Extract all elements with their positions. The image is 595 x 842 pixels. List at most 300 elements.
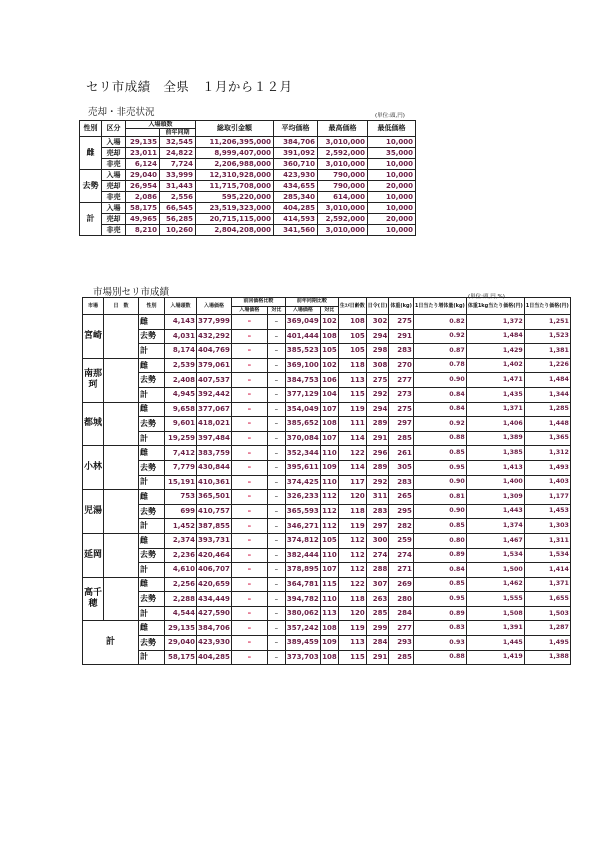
prev-price-cell: – xyxy=(231,358,267,373)
weight-price-cell: 1,391 xyxy=(466,621,524,636)
table-row xyxy=(80,121,416,129)
prev-ratio-cell: – xyxy=(267,650,285,665)
max-price-cell: 614,000 xyxy=(318,192,368,203)
weight-cell: 275 xyxy=(389,402,413,417)
gender-label: 去勢 xyxy=(139,636,165,651)
price-cell: 387,855 xyxy=(197,519,232,534)
weight-price-cell: 1,374 xyxy=(466,519,524,534)
table-row xyxy=(83,606,571,621)
prev-price-cell: – xyxy=(231,563,267,578)
count-cell: 15,191 xyxy=(165,475,197,490)
year-ratio-cell: 112 xyxy=(320,490,338,505)
prev-ratio-cell: – xyxy=(267,431,285,446)
daily-price-cell: 1,503 xyxy=(524,606,570,621)
prev-ratio-cell: – xyxy=(267,563,285,578)
table-row xyxy=(83,475,571,490)
header-cell: 日令(日) xyxy=(366,298,389,315)
days-cell: 296 xyxy=(366,446,389,461)
prev-ratio-cell: – xyxy=(267,417,285,432)
avg-price-cell: 391,092 xyxy=(274,148,318,159)
header-cell xyxy=(126,129,160,137)
daily-price-cell: 1,251 xyxy=(524,315,570,330)
avg-price-cell: 423,930 xyxy=(274,170,318,181)
gender-label: 計 xyxy=(139,519,165,534)
count-cell: 7,779 xyxy=(165,460,197,475)
date-cell xyxy=(104,446,139,490)
weight-price-cell: 1,385 xyxy=(466,446,524,461)
section2-unit: (単位:頭,円,%) xyxy=(468,294,505,300)
year-price-cell: 382,444 xyxy=(285,548,320,563)
market-label: 小林 xyxy=(83,446,104,490)
prev-price-cell: – xyxy=(231,344,267,359)
table-row xyxy=(83,577,571,592)
gender-label: 雌 xyxy=(139,533,165,548)
gender-label: 計 xyxy=(139,431,165,446)
gender-label: 去勢 xyxy=(139,548,165,563)
count-cell: 1,452 xyxy=(165,519,197,534)
market-label: 高千穂 xyxy=(83,577,104,621)
year-ratio-cell: 113 xyxy=(320,606,338,621)
avg-price-cell: 341,560 xyxy=(274,225,318,236)
weight-price-cell: 1,389 xyxy=(466,431,524,446)
age-cell: 119 xyxy=(338,621,366,636)
min-price-cell: 20,000 xyxy=(368,214,416,225)
table-row xyxy=(80,159,416,170)
gender-label: 雌 xyxy=(139,621,165,636)
header-cell: 体重1kg当たり価格(円) xyxy=(466,298,524,315)
days-cell: 300 xyxy=(366,533,389,548)
daily-gain-cell: 0.85 xyxy=(413,577,466,592)
gender-label: 計 xyxy=(139,387,165,402)
count-cell: 58,175 xyxy=(126,203,160,214)
date-cell xyxy=(104,490,139,534)
sales-status-table xyxy=(79,120,416,236)
price-cell: 404,769 xyxy=(197,344,232,359)
daily-gain-cell: 0.95 xyxy=(413,460,466,475)
daily-price-cell: 1,493 xyxy=(524,460,570,475)
total-cell: 20,715,115,000 xyxy=(196,214,274,225)
kubun-label: 入場 xyxy=(102,170,126,181)
days-cell: 292 xyxy=(366,475,389,490)
year-price-cell: 326,233 xyxy=(285,490,320,505)
weight-cell: 275 xyxy=(389,315,413,330)
count-cell: 6,124 xyxy=(126,159,160,170)
weight-price-cell: 1,443 xyxy=(466,504,524,519)
header-cell: 性別 xyxy=(80,121,102,137)
year-price-cell: 380,062 xyxy=(285,606,320,621)
age-cell: 113 xyxy=(338,373,366,388)
prev-price-cell: – xyxy=(231,621,267,636)
table-row xyxy=(83,417,571,432)
min-price-cell: 20,000 xyxy=(368,181,416,192)
price-cell: 407,537 xyxy=(197,373,232,388)
count-cell: 2,236 xyxy=(165,548,197,563)
count-cell: 699 xyxy=(165,504,197,519)
count-cell: 9,601 xyxy=(165,417,197,432)
prev-price-cell: – xyxy=(231,417,267,432)
daily-gain-cell: 0.95 xyxy=(413,592,466,607)
year-ratio-cell: 105 xyxy=(320,344,338,359)
prev-price-cell: – xyxy=(231,636,267,651)
price-cell: 420,659 xyxy=(197,577,232,592)
market-label: 延岡 xyxy=(83,533,104,577)
date-cell xyxy=(104,402,139,446)
count-cell: 2,408 xyxy=(165,373,197,388)
market-label: 南那珂 xyxy=(83,358,104,402)
weight-cell: 285 xyxy=(389,650,413,665)
year-price-cell: 364,781 xyxy=(285,577,320,592)
price-cell: 410,361 xyxy=(197,475,232,490)
header-cell: 入場頭数 xyxy=(165,298,197,315)
daily-price-cell: 1,453 xyxy=(524,504,570,519)
count-cell: 2,539 xyxy=(165,358,197,373)
max-price-cell: 3,010,000 xyxy=(318,159,368,170)
year-price-cell: 395,611 xyxy=(285,460,320,475)
prev-price-cell: – xyxy=(231,373,267,388)
year-price-cell: 377,129 xyxy=(285,387,320,402)
age-cell: 120 xyxy=(338,606,366,621)
prev-price-cell: – xyxy=(231,460,267,475)
kubun-label: 非売 xyxy=(102,225,126,236)
gender-label: 雌 xyxy=(139,446,165,461)
count-cell: 58,175 xyxy=(165,650,197,665)
gender-label: 計 xyxy=(139,344,165,359)
price-cell: 434,449 xyxy=(197,592,232,607)
header-cell: 前回価格比較 xyxy=(231,298,285,307)
prev-ratio-cell: – xyxy=(267,460,285,475)
table-row xyxy=(83,402,571,417)
min-price-cell: 10,000 xyxy=(368,170,416,181)
prev-price-cell: – xyxy=(231,431,267,446)
prev-ratio-cell: – xyxy=(267,636,285,651)
age-cell: 122 xyxy=(338,446,366,461)
age-cell: 105 xyxy=(338,329,366,344)
days-cell: 263 xyxy=(366,592,389,607)
table-row xyxy=(83,387,571,402)
gender-label: 雌 xyxy=(139,358,165,373)
age-cell: 122 xyxy=(338,577,366,592)
days-cell: 297 xyxy=(366,519,389,534)
header-cell: 総取引金額 xyxy=(196,121,274,137)
table-row xyxy=(83,460,571,475)
avg-price-cell: 384,706 xyxy=(274,137,318,148)
header-cell: 入場価格 xyxy=(197,298,232,315)
daily-gain-cell: 0.84 xyxy=(413,402,466,417)
prev-price-cell: – xyxy=(231,577,267,592)
table-row xyxy=(83,315,571,330)
header-cell: 平均価格 xyxy=(274,121,318,137)
header-cell: 入場価格 xyxy=(231,306,267,315)
table-row xyxy=(83,298,571,307)
table-row xyxy=(83,519,571,534)
year-price-cell: 370,084 xyxy=(285,431,320,446)
daily-gain-cell: 0.84 xyxy=(413,387,466,402)
age-cell: 115 xyxy=(338,650,366,665)
days-cell: 285 xyxy=(366,606,389,621)
year-ratio-cell: 105 xyxy=(320,533,338,548)
kubun-label: 売却 xyxy=(102,214,126,225)
weight-price-cell: 1,445 xyxy=(466,636,524,651)
market-label: 計 xyxy=(83,621,139,665)
days-cell: 311 xyxy=(366,490,389,505)
price-cell: 430,844 xyxy=(197,460,232,475)
year-price-cell: 378,895 xyxy=(285,563,320,578)
days-cell: 289 xyxy=(366,460,389,475)
table-row xyxy=(83,621,571,636)
section2-heading: 市場別セリ市成績 xyxy=(93,287,170,298)
table-row xyxy=(80,181,416,192)
count-cell: 7,412 xyxy=(165,446,197,461)
prev-ratio-cell: – xyxy=(267,344,285,359)
section1-unit: (単位:頭,円) xyxy=(375,113,405,119)
gender-label: 去勢 xyxy=(139,329,165,344)
weight-cell: 277 xyxy=(389,621,413,636)
weight-cell: 270 xyxy=(389,358,413,373)
year-price-cell: 357,242 xyxy=(285,621,320,636)
weight-cell: 293 xyxy=(389,636,413,651)
date-cell xyxy=(104,533,139,577)
header-cell: 入場価格 xyxy=(285,306,320,315)
year-price-cell: 369,049 xyxy=(285,315,320,330)
prev-year-cell: 10,260 xyxy=(160,225,196,236)
daily-gain-cell: 0.82 xyxy=(413,315,466,330)
weight-cell: 285 xyxy=(389,431,413,446)
prev-price-cell: – xyxy=(231,592,267,607)
weight-price-cell: 1,406 xyxy=(466,417,524,432)
daily-gain-cell: 0.90 xyxy=(413,504,466,519)
age-cell: 115 xyxy=(338,387,366,402)
prev-ratio-cell: – xyxy=(267,533,285,548)
gender-label: 去勢 xyxy=(139,504,165,519)
year-price-cell: 373,703 xyxy=(285,650,320,665)
daily-gain-cell: 0.90 xyxy=(413,475,466,490)
days-cell: 294 xyxy=(366,402,389,417)
days-cell: 275 xyxy=(366,373,389,388)
gender-label: 去勢 xyxy=(139,417,165,432)
kubun-label: 非売 xyxy=(102,159,126,170)
min-price-cell: 35,000 xyxy=(368,148,416,159)
age-cell: 118 xyxy=(338,504,366,519)
price-cell: 432,292 xyxy=(197,329,232,344)
total-cell: 23,519,323,000 xyxy=(196,203,274,214)
count-cell: 29,040 xyxy=(126,170,160,181)
price-cell: 404,285 xyxy=(197,650,232,665)
prev-price-cell: – xyxy=(231,606,267,621)
prev-ratio-cell: – xyxy=(267,387,285,402)
daily-gain-cell: 0.83 xyxy=(413,621,466,636)
daily-gain-cell: 0.80 xyxy=(413,533,466,548)
year-price-cell: 369,100 xyxy=(285,358,320,373)
days-cell: 291 xyxy=(366,431,389,446)
table-row xyxy=(80,137,416,148)
year-ratio-cell: 108 xyxy=(320,621,338,636)
year-price-cell: 389,459 xyxy=(285,636,320,651)
age-cell: 112 xyxy=(338,533,366,548)
year-ratio-cell: 109 xyxy=(320,636,338,651)
weight-price-cell: 1,500 xyxy=(466,563,524,578)
table-row xyxy=(83,563,571,578)
days-cell: 308 xyxy=(366,358,389,373)
days-cell: 283 xyxy=(366,504,389,519)
min-price-cell: 10,000 xyxy=(368,137,416,148)
age-cell: 113 xyxy=(338,636,366,651)
min-price-cell: 10,000 xyxy=(368,159,416,170)
year-ratio-cell: 108 xyxy=(320,417,338,432)
age-cell: 111 xyxy=(338,417,366,432)
daily-price-cell: 1,365 xyxy=(524,431,570,446)
year-ratio-cell: 112 xyxy=(320,519,338,534)
weight-price-cell: 1,462 xyxy=(466,577,524,592)
header-cell: 区分 xyxy=(102,121,126,137)
prev-ratio-cell: – xyxy=(267,621,285,636)
total-cell: 8,999,407,000 xyxy=(196,148,274,159)
year-ratio-cell: 110 xyxy=(320,548,338,563)
days-cell: 299 xyxy=(366,621,389,636)
days-cell: 302 xyxy=(366,315,389,330)
prev-ratio-cell: – xyxy=(267,358,285,373)
group-label: 去勢 xyxy=(80,170,102,203)
daily-price-cell: 1,388 xyxy=(524,650,570,665)
daily-price-cell: 1,177 xyxy=(524,490,570,505)
header-cell: 日 数 xyxy=(104,298,139,315)
year-ratio-cell: 109 xyxy=(320,460,338,475)
max-price-cell: 790,000 xyxy=(318,181,368,192)
count-cell: 29,135 xyxy=(165,621,197,636)
header-cell: 生ｺﾒ日齢数 xyxy=(338,298,366,315)
price-cell: 406,707 xyxy=(197,563,232,578)
daily-price-cell: 1,312 xyxy=(524,446,570,461)
year-price-cell: 384,753 xyxy=(285,373,320,388)
date-cell xyxy=(104,577,139,621)
count-cell: 4,544 xyxy=(165,606,197,621)
table-row xyxy=(83,490,571,505)
price-cell: 423,930 xyxy=(197,636,232,651)
market-results-table xyxy=(82,297,571,665)
days-cell: 291 xyxy=(366,650,389,665)
header-cell: 前年同期比較 xyxy=(285,298,338,307)
age-cell: 108 xyxy=(338,315,366,330)
count-cell: 2,374 xyxy=(165,533,197,548)
count-cell: 49,965 xyxy=(126,214,160,225)
max-price-cell: 3,010,000 xyxy=(318,203,368,214)
weight-price-cell: 1,419 xyxy=(466,650,524,665)
gender-label: 計 xyxy=(139,563,165,578)
header-cell: 1日当たり価格(円) xyxy=(524,298,570,315)
count-cell: 29,040 xyxy=(165,636,197,651)
total-cell: 2,804,208,000 xyxy=(196,225,274,236)
age-cell: 114 xyxy=(338,460,366,475)
table-row xyxy=(83,329,571,344)
year-ratio-cell: 112 xyxy=(320,504,338,519)
prev-price-cell: – xyxy=(231,650,267,665)
year-price-cell: 354,049 xyxy=(285,402,320,417)
weight-price-cell: 1,467 xyxy=(466,533,524,548)
year-ratio-cell: 110 xyxy=(320,446,338,461)
daily-price-cell: 1,226 xyxy=(524,358,570,373)
kubun-label: 売却 xyxy=(102,148,126,159)
age-cell: 117 xyxy=(338,475,366,490)
header-cell: 入場頭数 xyxy=(126,121,196,129)
year-ratio-cell: 106 xyxy=(320,373,338,388)
weight-cell: 297 xyxy=(389,417,413,432)
count-cell: 19,259 xyxy=(165,431,197,446)
daily-price-cell: 1,484 xyxy=(524,373,570,388)
max-price-cell: 2,592,000 xyxy=(318,148,368,159)
price-cell: 384,706 xyxy=(197,621,232,636)
year-ratio-cell: 115 xyxy=(320,577,338,592)
gender-label: 去勢 xyxy=(139,592,165,607)
total-cell: 12,310,928,000 xyxy=(196,170,274,181)
weight-price-cell: 1,508 xyxy=(466,606,524,621)
age-cell: 119 xyxy=(338,402,366,417)
header-cell: 性別 xyxy=(139,298,165,315)
gender-label: 雌 xyxy=(139,402,165,417)
daily-price-cell: 1,495 xyxy=(524,636,570,651)
gender-label: 去勢 xyxy=(139,460,165,475)
weight-cell: 274 xyxy=(389,548,413,563)
weight-cell: 261 xyxy=(389,446,413,461)
gender-label: 雌 xyxy=(139,577,165,592)
year-ratio-cell: 104 xyxy=(320,387,338,402)
year-price-cell: 365,593 xyxy=(285,504,320,519)
prev-ratio-cell: – xyxy=(267,402,285,417)
daily-gain-cell: 0.88 xyxy=(413,431,466,446)
prev-ratio-cell: – xyxy=(267,606,285,621)
daily-price-cell: 1,655 xyxy=(524,592,570,607)
price-cell: 420,464 xyxy=(197,548,232,563)
weight-cell: 284 xyxy=(389,606,413,621)
prev-ratio-cell: – xyxy=(267,504,285,519)
count-cell: 23,011 xyxy=(126,148,160,159)
market-label: 都城 xyxy=(83,402,104,446)
count-cell: 29,135 xyxy=(126,137,160,148)
weight-price-cell: 1,484 xyxy=(466,329,524,344)
header-cell: 1日当たり増体量(kg) xyxy=(413,298,466,315)
kubun-label: 入場 xyxy=(102,203,126,214)
daily-gain-cell: 0.87 xyxy=(413,344,466,359)
table-row xyxy=(83,504,571,519)
daily-price-cell: 1,303 xyxy=(524,519,570,534)
prev-price-cell: – xyxy=(231,329,267,344)
table-row xyxy=(80,225,416,236)
group-label: 雌 xyxy=(80,137,102,170)
weight-cell: 269 xyxy=(389,577,413,592)
total-cell: 11,206,395,000 xyxy=(196,137,274,148)
table-row xyxy=(83,650,571,665)
year-price-cell: 394,782 xyxy=(285,592,320,607)
total-cell: 11,715,708,000 xyxy=(196,181,274,192)
weight-cell: 283 xyxy=(389,344,413,359)
prev-ratio-cell: – xyxy=(267,519,285,534)
year-ratio-cell: 107 xyxy=(320,563,338,578)
days-cell: 274 xyxy=(366,548,389,563)
count-cell: 8,174 xyxy=(165,344,197,359)
prev-ratio-cell: – xyxy=(267,475,285,490)
count-cell: 2,256 xyxy=(165,577,197,592)
prev-price-cell: – xyxy=(231,504,267,519)
prev-price-cell: – xyxy=(231,475,267,490)
daily-gain-cell: 0.81 xyxy=(413,490,466,505)
weight-cell: 265 xyxy=(389,490,413,505)
weight-price-cell: 1,413 xyxy=(466,460,524,475)
prev-year-cell: 7,724 xyxy=(160,159,196,170)
table-row xyxy=(83,431,571,446)
price-cell: 365,501 xyxy=(197,490,232,505)
age-cell: 120 xyxy=(338,490,366,505)
count-cell: 4,143 xyxy=(165,315,197,330)
price-cell: 377,999 xyxy=(197,315,232,330)
age-cell: 118 xyxy=(338,358,366,373)
